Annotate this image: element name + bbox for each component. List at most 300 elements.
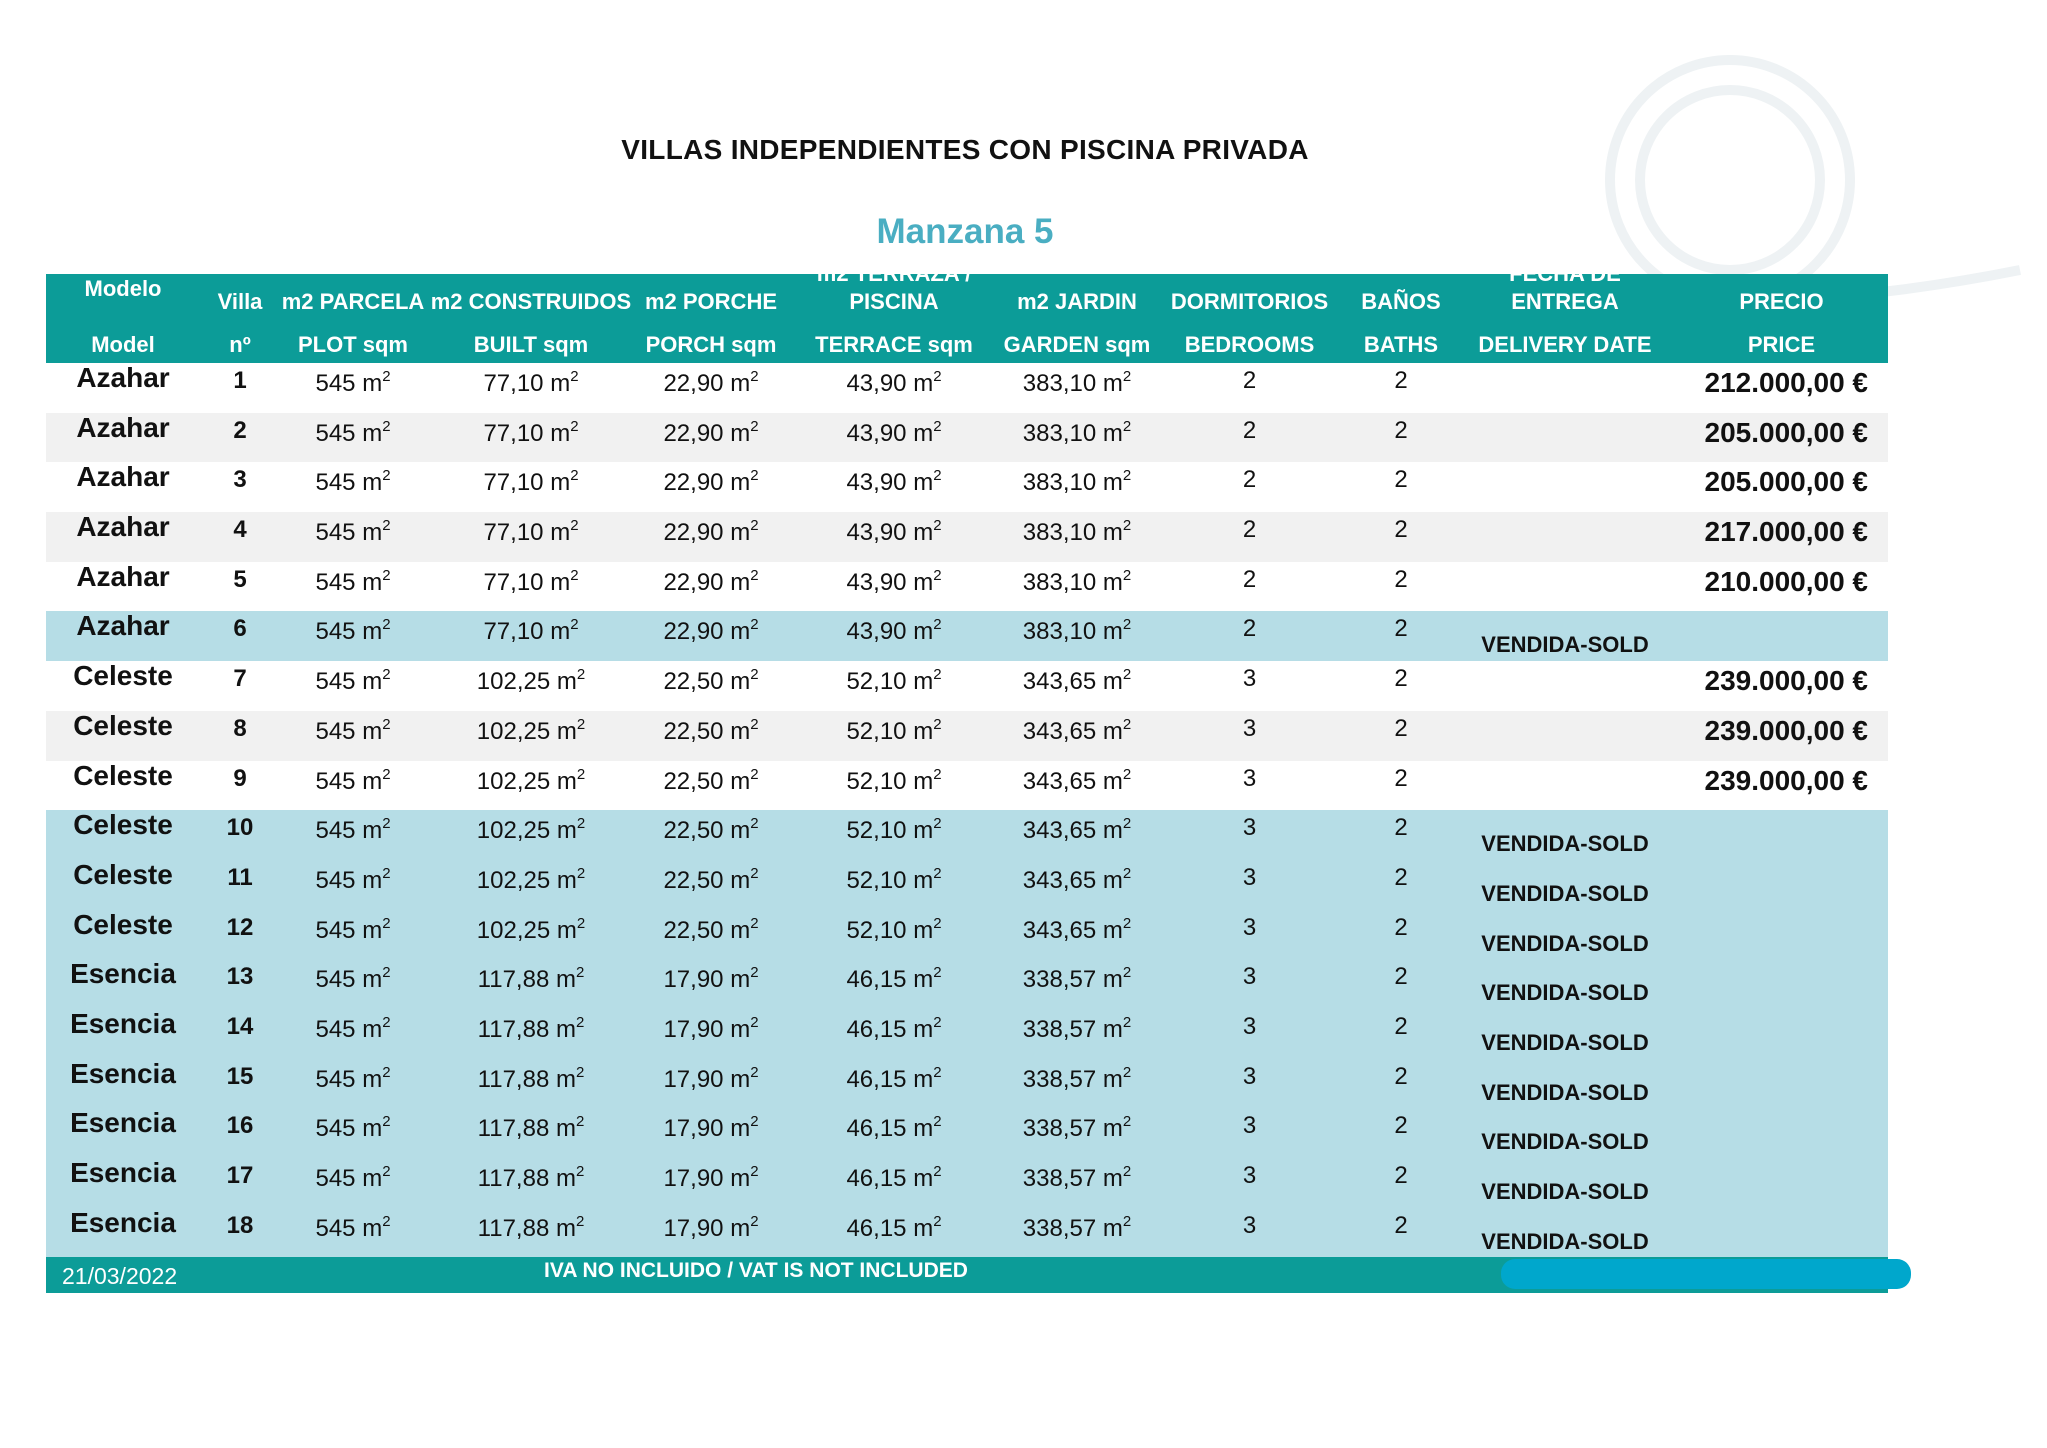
unit-exponent: 2 [750,1212,759,1230]
cell-garden [1002,1009,1152,1059]
table-row [46,1108,1888,1158]
cell-garden-value: 338,57 [1022,1115,1097,1143]
header-label-es: Modelo [84,276,162,301]
unit-exponent: 2 [382,666,391,684]
unit-label: m [730,767,751,795]
cell-built [426,611,636,661]
unit-exponent: 2 [750,517,759,535]
unit-exponent: 2 [750,666,759,684]
cell-porch [636,363,786,413]
unit-label: m [730,1214,751,1242]
cell-built [426,910,636,960]
unit-label: m [1102,568,1123,596]
cell-baths-value: 2 [1394,367,1408,394]
cell-bedrooms [1152,1059,1347,1109]
unit-label: m [913,370,934,397]
unit-label: m [1102,519,1123,547]
unit-exponent: 2 [382,1013,391,1031]
cell-status [1455,1009,1675,1059]
cell-villa-value: 14 [226,1012,254,1040]
unit-exponent: 2 [576,765,586,783]
header-label-en: BATHS [1363,332,1439,357]
unit-exponent: 2 [1122,666,1132,684]
unit-exponent: 2 [933,864,942,882]
unit-label: m [556,767,577,795]
cell-porch-value: 22,90 [663,469,731,497]
cell-price [1675,910,1888,960]
cell-terrace-value: 43,90 [846,519,907,547]
unit-label: m [1102,916,1123,944]
unit-exponent: 2 [933,1063,942,1081]
unit-label: m [550,419,571,447]
unit-exponent: 2 [1122,1163,1132,1180]
cell-built-value: 117,88 [477,1214,550,1242]
cell-built [426,363,636,413]
header-label-es: FECHA DE ENTREGA [1509,261,1621,314]
header-delivery-date [1455,261,1675,363]
unit-label: m [730,419,751,447]
cell-villa [200,860,280,910]
cell-status-value: VENDIDA-SOLD [1481,831,1649,857]
cell-porch-value: 22,50 [663,767,731,795]
cell-baths-value: 2 [1394,1211,1408,1239]
header-label-es: DORMITORIOS [1170,289,1329,314]
unit-label: m [913,519,934,547]
header-label-en: DELIVERY DATE [1478,332,1652,357]
cell-baths [1347,1208,1455,1258]
cell-status-value: VENDIDA-SOLD [1481,632,1649,658]
cell-villa [200,413,280,463]
cell-status [1455,1208,1675,1258]
unit-exponent: 2 [570,566,579,584]
unit-exponent: 2 [575,1113,585,1131]
cell-model [46,959,200,1009]
cell-garden-value: 343,65 [1022,866,1097,894]
unit-exponent: 2 [576,715,586,733]
cell-bedrooms-value: 2 [1242,367,1257,394]
unit-exponent: 2 [933,765,942,783]
unit-label: m [1102,1115,1123,1143]
cell-porch [636,1108,786,1158]
cell-garden-value: 383,10 [1022,370,1097,397]
cell-terrace [786,1009,1002,1059]
cell-price [1675,363,1888,413]
cell-baths-value: 2 [1394,714,1408,742]
unit-exponent: 2 [933,616,942,634]
unit-label: m [913,866,934,894]
unit-exponent: 2 [382,616,391,634]
table-body [46,363,1888,1257]
cell-built-value: 117,88 [477,1165,550,1192]
unit-exponent: 2 [575,1212,585,1230]
cell-built-value: 77,10 [483,519,544,547]
cell-baths-value: 2 [1394,863,1408,891]
cell-terrace-value: 43,90 [846,419,907,447]
unit-exponent: 2 [1122,1212,1132,1230]
cell-porch-value: 17,90 [663,1015,731,1043]
unit-label: m [913,568,934,596]
cell-bedrooms-value: 3 [1242,1012,1257,1040]
cell-villa-value: 13 [226,963,254,991]
cell-terrace-value: 52,10 [846,668,907,696]
cell-garden [1002,761,1152,811]
cell-porch [636,959,786,1009]
cell-model-value: Azahar [76,610,170,642]
cell-plot [280,1009,426,1059]
cell-price-value: 210.000,00 € [1704,565,1868,597]
cell-price [1675,611,1888,661]
cell-built-value: 102,25 [476,817,551,845]
cell-bedrooms-value: 2 [1242,565,1257,593]
unit-exponent: 2 [933,715,942,733]
cell-baths [1347,512,1455,562]
header-label-es: PRECIO [1739,289,1824,314]
cell-price-value: 205.000,00 € [1704,416,1868,448]
cell-villa [200,661,280,711]
cell-baths-value: 2 [1394,963,1408,991]
cell-built [426,711,636,761]
cell-built-value: 117,88 [477,1115,550,1143]
cell-plot-value: 545 [315,618,356,646]
header-label-en: PLOT sqm [297,332,408,357]
unit-exponent: 2 [750,417,759,435]
unit-label: m [362,1115,383,1143]
unit-exponent: 2 [933,914,942,932]
unit-label: m [730,519,751,547]
cell-plot-value: 545 [315,866,356,894]
table-row [46,860,1888,910]
unit-label: m [362,519,383,547]
unit-label: m [1102,469,1123,497]
table-row [46,512,1888,562]
cell-built-value: 117,88 [477,1065,550,1093]
cell-bedrooms [1152,462,1347,512]
cell-baths-value: 2 [1394,1012,1408,1040]
cell-built [426,959,636,1009]
unit-label: m [555,1214,576,1242]
cell-built [426,761,636,811]
cell-plot-value: 545 [315,767,356,795]
header-terrace [786,261,1002,363]
unit-exponent: 2 [1122,914,1132,932]
unit-exponent: 2 [570,616,579,634]
cell-garden [1002,562,1152,612]
cell-porch-value: 17,90 [663,1214,731,1242]
unit-label: m [913,1214,934,1242]
unit-exponent: 2 [1122,1063,1132,1081]
cell-garden [1002,512,1152,562]
cell-villa-value: 7 [233,665,247,693]
cell-terrace-value: 46,15 [846,1165,907,1192]
unit-exponent: 2 [933,1113,942,1131]
cell-baths [1347,1059,1455,1109]
unit-label: m [362,767,383,795]
cell-price [1675,1059,1888,1109]
cell-built-value: 77,10 [483,568,544,596]
cell-garden [1002,1158,1152,1208]
cell-garden [1002,363,1152,413]
cell-garden-value: 383,10 [1022,469,1097,497]
block-subtitle: Manzana 5 [876,212,1054,251]
cell-bedrooms [1152,512,1347,562]
unit-label: m [550,618,571,646]
cell-model [46,1158,200,1208]
cell-built [426,1208,636,1258]
cell-model-value: Celeste [73,709,173,741]
cell-bedrooms [1152,363,1347,413]
cell-terrace [786,761,1002,811]
cell-bedrooms [1152,1158,1347,1208]
cell-plot [280,1108,426,1158]
cell-terrace [786,910,1002,960]
cell-status [1455,860,1675,910]
unit-exponent: 2 [382,715,391,733]
cell-bedrooms [1152,413,1347,463]
cell-garden [1002,611,1152,661]
unit-exponent: 2 [1122,368,1132,385]
cell-villa [200,512,280,562]
cell-porch [636,1158,786,1208]
unit-label: m [1102,618,1123,646]
cell-price [1675,761,1888,811]
cell-villa [200,1108,280,1158]
cell-villa-value: 1 [233,367,247,394]
cell-porch-value: 17,90 [663,1115,731,1143]
cell-baths [1347,661,1455,711]
cell-baths-value: 2 [1394,665,1408,693]
cell-status-value: VENDIDA-SOLD [1481,1228,1649,1254]
cell-price-value: 239.000,00 € [1704,665,1868,697]
cell-garden-value: 343,65 [1022,817,1097,845]
unit-label: m [730,370,751,397]
cell-plot-value: 545 [315,1165,356,1192]
cell-model-value: Azahar [76,362,170,393]
cell-terrace-value: 43,90 [846,618,907,646]
cell-villa-value: 15 [226,1062,254,1090]
cell-model-value: Esencia [70,1157,176,1188]
cell-garden-value: 338,57 [1022,1065,1097,1093]
cell-status-value: VENDIDA-SOLD [1481,980,1649,1006]
cell-plot [280,761,426,811]
table-row [46,611,1888,661]
unit-exponent: 2 [570,417,579,435]
unit-exponent: 2 [1122,566,1132,584]
cell-garden [1002,910,1152,960]
header-label-es: m2 TERRAZA / PISCINA [816,261,972,314]
header-model [46,274,200,363]
cell-status [1455,363,1675,413]
cell-model [46,363,200,413]
cell-bedrooms [1152,1208,1347,1258]
cell-bedrooms [1152,661,1347,711]
cell-built-value: 102,25 [476,717,551,745]
cell-bedrooms [1152,860,1347,910]
cell-baths [1347,959,1455,1009]
table-row [46,1158,1888,1208]
cell-baths-value: 2 [1394,913,1408,941]
cell-terrace [786,562,1002,612]
unit-label: m [730,966,751,994]
cell-porch-value: 22,50 [663,668,731,696]
cell-price [1675,512,1888,562]
cell-price-value: 239.000,00 € [1704,764,1868,796]
unit-label: m [913,916,934,944]
unit-exponent: 2 [1122,964,1132,982]
cell-porch [636,860,786,910]
cell-baths-value: 2 [1394,416,1408,444]
unit-exponent: 2 [933,1163,942,1180]
unit-exponent: 2 [382,1113,391,1131]
unit-exponent: 2 [750,1063,759,1081]
table-footer [46,1257,1888,1293]
cell-porch-value: 22,90 [663,370,731,397]
cell-built [426,810,636,860]
header-porch [636,274,786,363]
cell-garden [1002,1208,1152,1258]
cell-model [46,462,200,512]
unit-label: m [1102,866,1123,894]
cell-terrace-value: 43,90 [846,469,907,497]
table-row [46,661,1888,711]
cell-built [426,413,636,463]
cell-built [426,1059,636,1109]
cell-bedrooms [1152,959,1347,1009]
unit-exponent: 2 [1122,467,1132,485]
unit-label: m [362,916,383,944]
unit-exponent: 2 [933,417,942,435]
header-villa [200,274,280,363]
cell-baths-value: 2 [1394,516,1408,544]
cell-bedrooms-value: 3 [1242,913,1257,941]
cell-garden [1002,661,1152,711]
cell-model-value: Azahar [76,461,170,493]
cell-bedrooms-value: 2 [1242,516,1257,544]
cell-price [1675,1158,1888,1208]
unit-label: m [550,568,571,596]
cell-plot [280,413,426,463]
unit-label: m [730,916,751,944]
cell-terrace-value: 46,15 [846,1115,907,1143]
header-label-es: m2 PARCELA [281,289,425,314]
cell-baths [1347,761,1455,811]
table-row [46,810,1888,860]
unit-exponent: 2 [1122,517,1132,535]
unit-exponent: 2 [1122,616,1132,634]
header-label-es: m2 CONSTRUIDOS [430,289,632,314]
cell-bedrooms [1152,810,1347,860]
cell-garden-value: 338,57 [1022,1214,1097,1242]
cell-status [1455,611,1675,661]
cell-built [426,462,636,512]
cell-model-value: Azahar [76,560,170,592]
cell-price [1675,711,1888,761]
header-label-es: BAÑOS [1361,289,1441,314]
cell-terrace-value: 46,15 [846,1015,907,1043]
cell-model [46,1059,200,1109]
unit-exponent: 2 [382,417,391,435]
unit-exponent: 2 [933,964,942,982]
cell-status [1455,959,1675,1009]
cell-built-value: 77,10 [483,469,544,497]
header-label-es: m2 JARDIN [1017,289,1137,314]
unit-label: m [1102,419,1123,447]
document-title: VILLAS INDEPENDIENTES CON PISCINA PRIVADA [621,134,1309,165]
cell-baths [1347,462,1455,512]
cell-baths-value: 2 [1394,466,1408,494]
cell-model [46,413,200,463]
unit-label: m [1102,370,1123,397]
cell-plot-value: 545 [315,1065,356,1093]
unit-exponent: 2 [382,1163,391,1180]
cell-status-value: VENDIDA-SOLD [1481,1079,1649,1105]
cell-terrace [786,1158,1002,1208]
table-row [46,363,1888,413]
unit-exponent: 2 [575,1013,585,1031]
cell-garden-value: 383,10 [1022,419,1097,447]
cell-built-value: 102,25 [476,916,551,944]
unit-label: m [1102,817,1123,845]
table-row [46,761,1888,811]
cell-status [1455,562,1675,612]
unit-label: m [913,668,934,696]
cell-baths [1347,611,1455,661]
footer-date: 21/03/2022 [62,1263,178,1290]
cell-terrace [786,810,1002,860]
cell-status [1455,1108,1675,1158]
unit-label: m [362,668,383,696]
unit-exponent: 2 [575,964,585,982]
cell-bedrooms-value: 3 [1242,814,1257,842]
header-price [1675,274,1888,363]
cell-garden [1002,462,1152,512]
unit-label: m [556,717,577,745]
cell-villa-value: 12 [226,913,254,941]
unit-exponent: 2 [750,368,759,385]
header-bedrooms [1152,274,1347,363]
cell-status [1455,1059,1675,1109]
cell-plot [280,562,426,612]
unit-label: m [913,767,934,795]
unit-exponent: 2 [1122,417,1132,435]
cell-plot-value: 545 [315,1015,356,1043]
unit-exponent: 2 [570,517,579,535]
cell-built [426,1108,636,1158]
unit-exponent: 2 [1122,1113,1132,1131]
cell-porch-value: 22,90 [663,618,731,646]
cell-status [1455,512,1675,562]
unit-label: m [555,966,576,994]
cell-model [46,1108,200,1158]
cell-model [46,1208,200,1258]
cell-garden [1002,1108,1152,1158]
cell-plot-value: 545 [315,668,356,696]
cell-baths-value: 2 [1394,814,1408,842]
cell-garden-value: 338,57 [1022,1165,1097,1192]
cell-baths [1347,1158,1455,1208]
cell-porch-value: 17,90 [663,1065,731,1093]
cell-porch-value: 22,50 [663,817,731,845]
unit-label: m [730,1065,751,1093]
unit-exponent: 2 [750,815,759,833]
cell-bedrooms-value: 3 [1242,1112,1257,1140]
unit-label: m [730,866,751,894]
cell-garden-value: 343,65 [1022,717,1097,745]
cell-built [426,562,636,612]
cell-built [426,1158,636,1208]
cell-model [46,611,200,661]
table-row [46,462,1888,512]
cell-terrace-value: 52,10 [846,866,907,894]
